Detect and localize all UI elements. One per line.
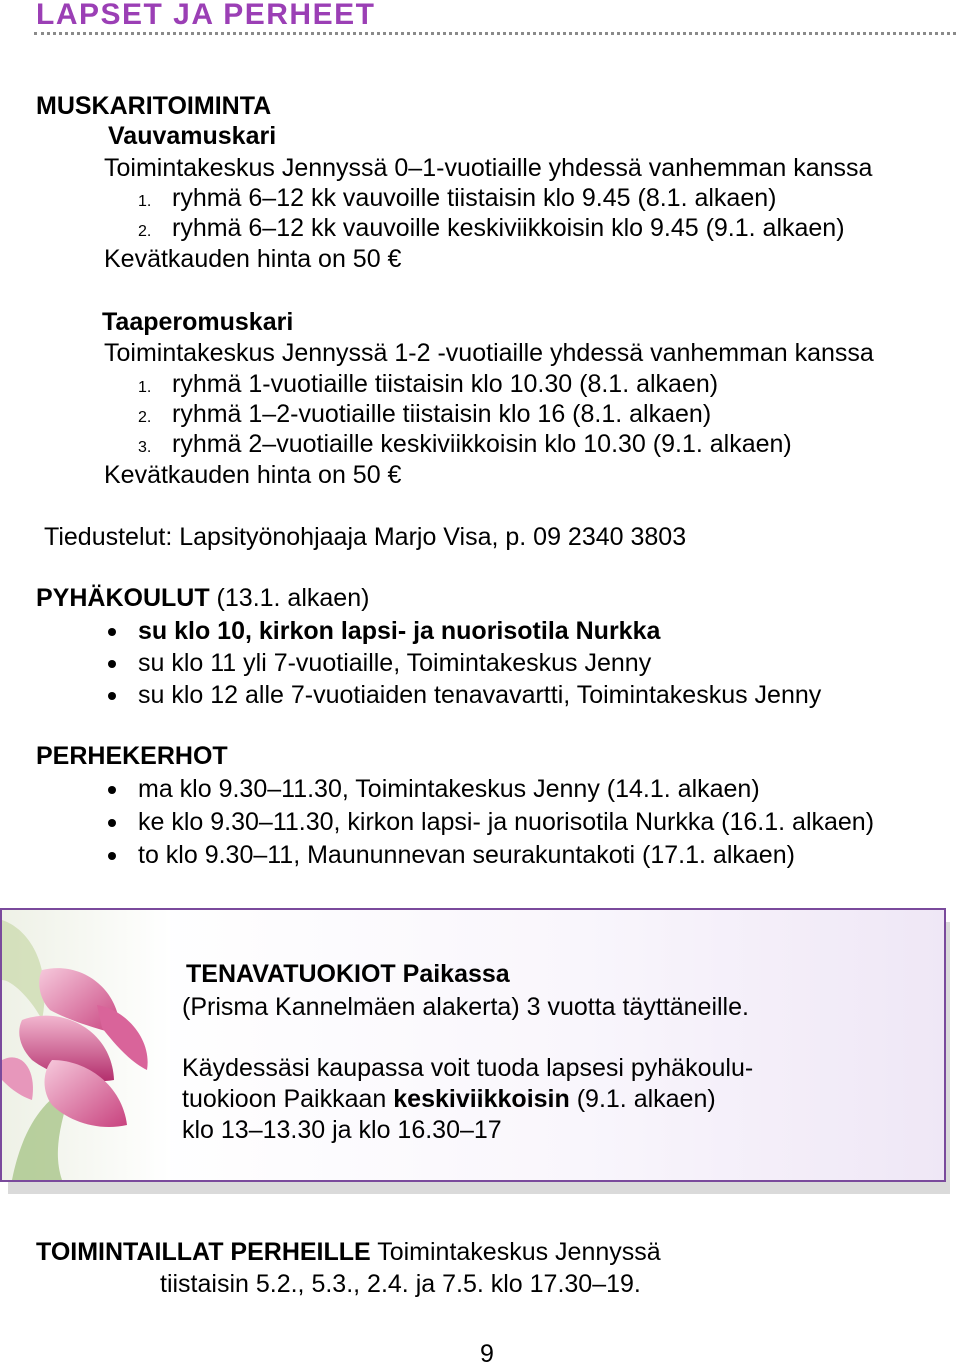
perhekerhot-heading: PERHEKERHOT — [36, 742, 228, 770]
flower-image — [2, 910, 170, 1180]
pyhakoulu-item: su klo 12 alle 7-vuotiaiden tenavavartti, Toimintakeskus Jenny — [138, 681, 822, 709]
vauvamuskari-group — [138, 213, 845, 247]
pyhakoulut-heading — [36, 583, 369, 613]
perhekerho-item: ma klo 9.30–11.30, Toimintakeskus Jenny (14.1. alkaen) — [138, 775, 760, 803]
pyhakoulu-item: su klo 11 yli 7-vuotiaille, Toimintakeskus Jenny — [138, 649, 652, 677]
vauvamuskari-title: Vauvamuskari — [108, 122, 277, 150]
tenavatuokiot-times: klo 13–13.30 ja klo 16.30–17 — [182, 1116, 502, 1144]
header-divider — [34, 32, 956, 35]
tenavatuokiot-line: Käydessäsi kaupassa voit tuoda lapsesi pyhäkoulu- — [182, 1054, 754, 1082]
page-title: LAPSET JA PERHEET — [36, 0, 376, 31]
bullet-icon — [108, 660, 116, 668]
group-text: ryhmä 1–2-vuotiaille tiistaisin klo 16 (8.1. alkaen) — [172, 400, 712, 428]
taaperomuskari-title: Taaperomuskari — [102, 308, 294, 336]
group-number: 2. — [138, 223, 152, 240]
tenavatuokiot-text: tuokioon Paikkaan — [182, 1085, 394, 1113]
toimintaillat-location: Toimintakeskus Jennyssä — [370, 1238, 661, 1266]
tenavatuokiot-subtitle: (Prisma Kannelmäen alakerta) 3 vuotta täyttäneille. — [182, 993, 749, 1021]
vauvamuskari-group — [138, 183, 776, 217]
tenavatuokiot-weekday: keskiviikkoisin — [393, 1085, 570, 1113]
perhekerho-item: to klo 9.30–11, Maununnevan seurakuntakoti (17.1. alkaen) — [138, 841, 795, 869]
group-number: 2. — [138, 409, 152, 426]
page-number: 9 — [480, 1340, 494, 1368]
vauvamuskari-price: Kevätkauden hinta on 50 € — [104, 245, 402, 273]
group-text: ryhmä 6–12 kk vauvoille keskiviikkoisin klo 9.45 (9.1. alkaen) — [172, 214, 845, 242]
taaperomuskari-group — [138, 369, 718, 403]
tenavatuokiot-title: TENAVATUOKIOT Paikassa — [186, 960, 510, 988]
muskari-heading: MUSKARITOIMINTA — [36, 92, 272, 120]
group-text: ryhmä 6–12 kk vauvoille tiistaisin klo 9.45 (8.1. alkaen) — [172, 184, 777, 212]
tenavatuokiot-text: (9.1. alkaen) — [569, 1085, 716, 1113]
pyhakoulut-heading-date: (13.1. alkaen) — [209, 584, 370, 612]
group-text: ryhmä 2–vuotiaille keskiviikkoisin klo 10.30 (9.1. alkaen) — [172, 430, 792, 458]
toimintaillat-dates: tiistaisin 5.2., 5.3., 2.4. ja 7.5. klo 17.30–19. — [160, 1270, 641, 1298]
bullet-icon — [108, 628, 116, 636]
taaperomuskari-intro: Toimintakeskus Jennyssä 1-2 -vuotiaille yhdessä vanhemman kanssa — [104, 339, 874, 367]
taaperomuskari-group — [138, 429, 792, 463]
vauvamuskari-intro: Toimintakeskus Jennyssä 0–1-vuotiaille yhdessä vanhemman kanssa — [104, 154, 873, 182]
toimintaillat-heading — [36, 1237, 661, 1267]
pyhakoulut-heading-label: PYHÄKOULUT — [36, 584, 210, 612]
tenavatuokiot-line — [182, 1084, 716, 1114]
pyhakoulu-item: su klo 10, kirkon lapsi- ja nuorisotila Nurkka — [138, 617, 661, 645]
taaperomuskari-group — [138, 399, 711, 433]
group-number: 3. — [138, 439, 152, 456]
group-number: 1. — [138, 379, 152, 396]
taaperomuskari-price: Kevätkauden hinta on 50 € — [104, 461, 402, 489]
group-number: 1. — [138, 193, 152, 210]
toimintaillat-heading-label: TOIMINTAILLAT PERHEILLE — [36, 1238, 371, 1266]
group-text: ryhmä 1-vuotiaille tiistaisin klo 10.30 (8.1. alkaen) — [172, 370, 719, 398]
bullet-icon — [108, 852, 116, 860]
perhekerho-item: ke klo 9.30–11.30, kirkon lapsi- ja nuorisotila Nurkka (16.1. alkaen) — [138, 808, 875, 836]
muskari-contact: Tiedustelut: Lapsityönohjaaja Marjo Visa, p. 09 2340 3803 — [44, 523, 687, 551]
bullet-icon — [108, 786, 116, 794]
bullet-icon — [108, 692, 116, 700]
bullet-icon — [108, 819, 116, 827]
